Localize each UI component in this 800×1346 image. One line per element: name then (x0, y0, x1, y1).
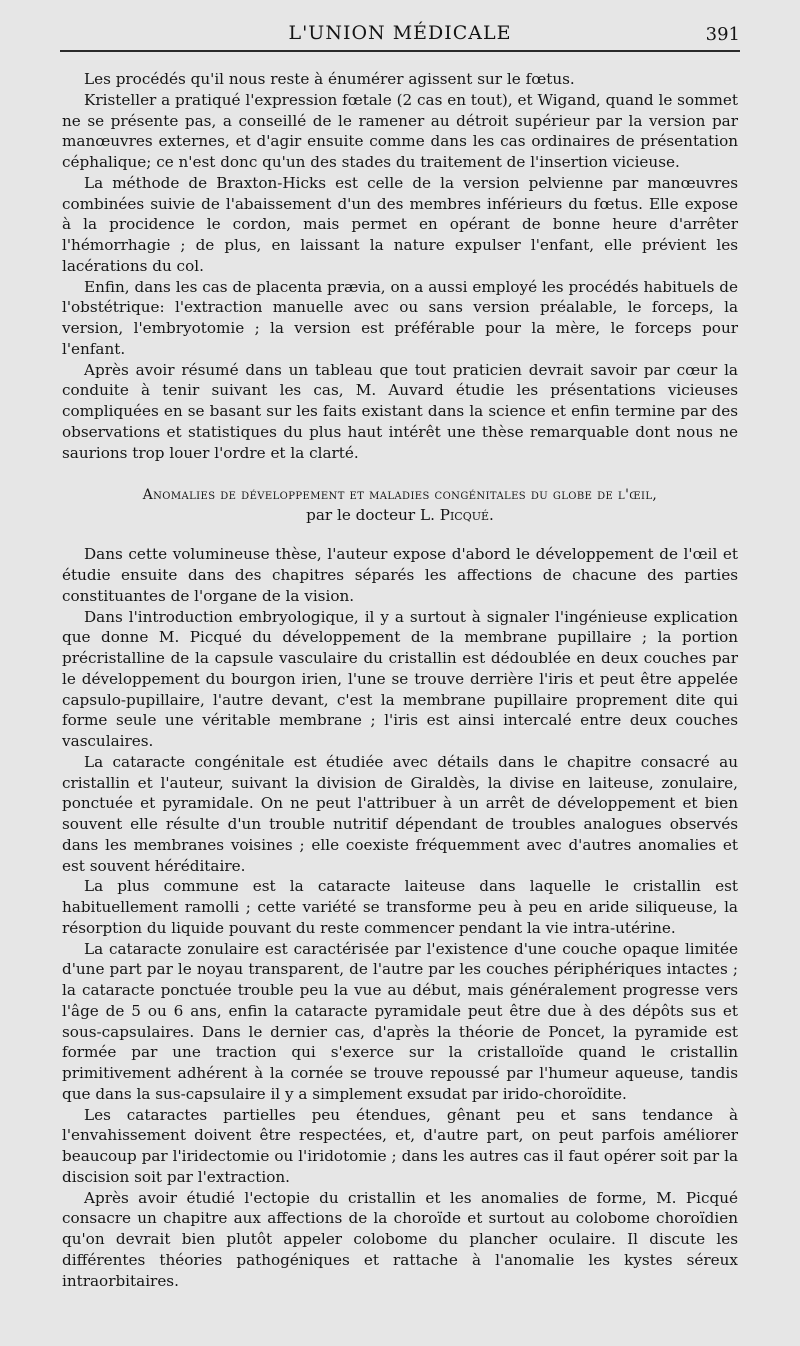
paragraph: Enfin, dans les cas de placenta prævia, on a aussi employé les procédés habituels de l'obstétrique: l'extraction manuelle avec ou sans version préalable, le forceps, la version, l'embryotomie ; la version est préférable pour la mère, le forceps pour l'enfant. (62, 277, 738, 358)
paragraph: Après avoir étudié l'ectopie du cristallin et les anomalies de forme, M. Picqué consacre un chapitre aux affections de la choroïde et surtout au colobome choroïdien qu'on devrait bien plutôt appeler colobome du plancher oculaire. Il discute les différentes théories pathogéniques et rattache à l'anomalie les kystes séreux intraorbitaires. (62, 1188, 738, 1290)
article-title: Anomalies de développement et maladies congénitales du globe de l'œil, (142, 487, 658, 504)
author-name: Picqué. (439, 506, 494, 525)
paragraph: La cataracte zonulaire est caractérisée par l'existence d'une couche opaque limitée d'une part par le noyau transparent, de l'autre par les couches périphériques intactes ; la cataracte ponctuée trouble peu la vue au début, mais généralement progresse vers l'âge de 5 ou 6 ans, enfin la cataracte pyramidale peut être due à des dépôts sus et sous-capsulaires. Dans le dernier cas, d'après la théorie de Poncet, la pyramide est formée par une traction qui s'exerce sur la cristalloïde quand le cristallin primitivement adhérent à la cornée se trouve repoussé par l'humeur aqueuse, tandis que dans la sus-capsulaire il y a simplement exsudat par irido-choroïdite. (62, 939, 738, 1103)
text-body (62, 64, 738, 1291)
paragraph: La cataracte congénitale est étudiée avec détails dans le chapitre consacré au cristallin et l'auteur, suivant la division de Giraldès, la divise en laiteuse, zonulaire, ponctuée et pyramidale. On ne peut l'attribuer à un arrêt de développement et bien souvent elle résulte d'un trouble nutritif dépendant de troubles analogues observés dans les membranes voisines ; elle coexiste fréquemment avec d'autres anomalies et est souvent héréditaire. (62, 752, 738, 875)
author-prefix: par le docteur L. (306, 506, 440, 525)
header-rule (60, 50, 740, 52)
paragraph: Les procédés qu'il nous reste à énumérer agissent sur le fœtus. (84, 70, 575, 88)
running-header (60, 14, 740, 50)
journal-title: L'UNION MÉDICALE (288, 22, 512, 44)
paragraph: Les cataractes partielles peu étendues, gênant peu et sans tendance à l'envahissement doivent être respectées, et, d'autre part, on peut parfois améliorer beaucoup par l'iridectomie ou l'iridotomie ; dans les autres cas il faut opérer soit par la discision soit par l'extraction. (62, 1105, 738, 1186)
article-author (62, 505, 738, 525)
paragraph: Dans l'introduction embryologique, il y a surtout à signaler l'ingénieuse explication que donne M. Picqué du développement de la membrane pupillaire ; la portion précristalline de la capsule vasculaire du cristallin est dédoublée en deux couches par le développement du bourgon irien, l'une se trouve derrière l'iris et peut être appelée capsulo-pupillaire, l'autre devant, c'est la membrane pupillaire proprement dite qui forme seule une véritable membrane ; l'iris est ainsi intercalé entre deux couches vasculaires. (62, 607, 738, 750)
paragraph: La méthode de Braxton-Hicks est celle de la version pelvienne par manœuvres combinées suivie de l'abaissement d'un des membres inférieurs du fœtus. Elle expose à la procidence le cordon, mais permet en opérant de bonne heure d'arrêter l'hémorrhagie ; de plus, en laissant la nature expulser l'enfant, elle prévient les lacérations du col. (62, 173, 738, 275)
page-number: 391 (705, 24, 740, 45)
paragraph: Après avoir résumé dans un tableau que tout praticien devrait savoir par cœur la conduite à tenir suivant les cas, M. Auvard étudie les présentations vicieuses compliquées en se basant sur les faits existant dans la science et enfin termine par des observations et statistiques du plus haut intérêt une thèse remarquable dont nous ne saurions trop louer l'ordre et la clarté. (62, 360, 738, 462)
paragraph: La plus commune est la cataracte laiteuse dans laquelle le cristallin est habituellement ramolli ; cette variété se transforme peu à peu en aride siliqueuse, la résorption du liquide pouvant du reste commencer pendant la vie intra-utérine. (62, 877, 738, 937)
paragraph: Dans cette volumineuse thèse, l'auteur expose d'abord le développement de l'œil et étudie ensuite dans des chapitres séparés les affections de chacune des parties constituantes de l'organe de la vision. (62, 545, 738, 605)
paragraph: Kristeller a pratiqué l'expression fœtale (2 cas en tout), et Wigand, quand le sommet ne se présente pas, a conseillé de le ramener au détroit supérieur par la version par manœuvres externes, et d'agir ensuite comme dans les cas ordinaires de présentation céphalique; ce n'est donc qu'un des stades du traitement de l'insertion vicieuse. (62, 90, 738, 171)
